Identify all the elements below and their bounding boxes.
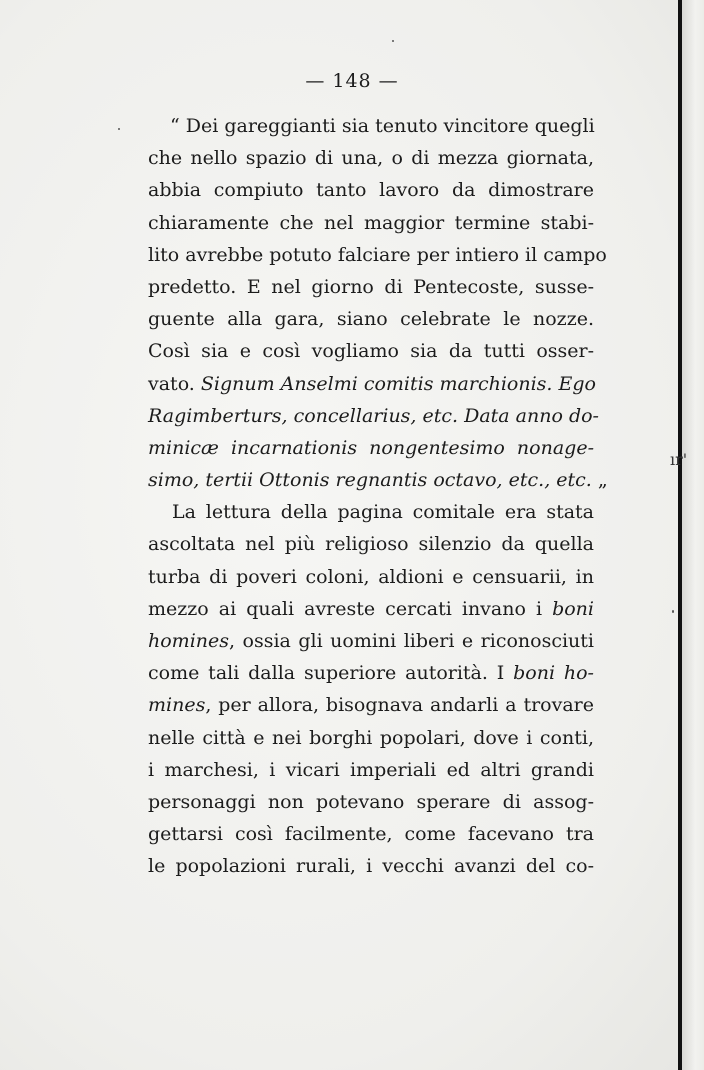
- paper-speck: [672, 610, 674, 613]
- italic-span: Ragimberturs, concellarius, etc. Data anno do-: [148, 404, 599, 427]
- text-span: , per allora, bisognava andarli a trovare: [205, 694, 594, 717]
- text-line: Così sia e così vogliamo sia da tutti osser-: [148, 340, 594, 363]
- text-span: come tali dalla superiore autorità. I: [148, 662, 514, 685]
- italic-span: Signum Anselmi comitis marchionis. Ego: [200, 372, 596, 395]
- italic-span: mines: [148, 694, 206, 717]
- text-line: guente alla gara, siano celebrate le nozze.: [148, 308, 594, 331]
- binding-shadow: [682, 0, 704, 1070]
- text-line: [148, 593, 594, 625]
- text-line: La lettura della pagina comitale era stata: [172, 501, 594, 524]
- text-span: mezzo ai quali avreste cercati invano i: [148, 597, 553, 620]
- text-line: turba di poveri coloni, aldioni e censuarii, in: [148, 565, 594, 588]
- page-number: — 148 —: [305, 70, 399, 92]
- text-line: [148, 464, 608, 496]
- paper-speck: [392, 40, 394, 42]
- text-line: [148, 657, 594, 689]
- margin-mark: ır': [670, 450, 688, 469]
- text-line: personaggi non potevano sperare di assog-: [148, 790, 594, 813]
- paper-speck: [118, 128, 120, 130]
- closing-quote: „: [591, 469, 608, 492]
- italic-span: boni ho-: [513, 662, 594, 685]
- body-text: [148, 110, 608, 883]
- italic-span: minicæ incarnationis nongentesimo nonage-: [148, 436, 594, 459]
- text-line: predetto. E nel giorno di Pentecoste, susse-: [148, 275, 594, 298]
- italic-span: boni: [552, 597, 594, 620]
- text-line: le popolazioni rurali, i vecchi avanzi del co-: [148, 855, 594, 878]
- text-line: gettarsi così facilmente, come facevano tra: [148, 823, 594, 846]
- text-span: vato.: [148, 372, 201, 395]
- text-line: i marchesi, i vicari imperiali ed altri grandi: [148, 758, 594, 781]
- text-line: che nello spazio di una, o di mezza giornata,: [148, 147, 594, 170]
- text-line: [148, 368, 594, 400]
- italic-span: homines: [148, 630, 230, 652]
- text-span: , ossia gli uomini liberi e riconosciuti: [229, 630, 594, 652]
- text-line: ascoltata nel più religioso silenzio da quella: [148, 533, 594, 556]
- italic-span: simo, tertii Ottonis regnantis octavo, etc., etc.: [148, 469, 592, 492]
- text-line: abbia compiuto tanto lavoro da dimostrare: [148, 179, 594, 202]
- binding-edge: [678, 0, 682, 1070]
- text-line: lito avrebbe potuto falciare per intiero il campo: [148, 243, 607, 266]
- text-line: [148, 625, 594, 657]
- text-line: [148, 400, 599, 432]
- text-line: nelle città e nei borghi popolari, dove i conti,: [148, 726, 594, 749]
- text-line: [148, 432, 594, 464]
- text-line: chiaramente che nel maggior termine stabi-: [148, 211, 594, 234]
- text-line: “ Dei gareggianti sia tenuto vincitore quegli: [170, 115, 595, 137]
- text-line: [148, 689, 594, 721]
